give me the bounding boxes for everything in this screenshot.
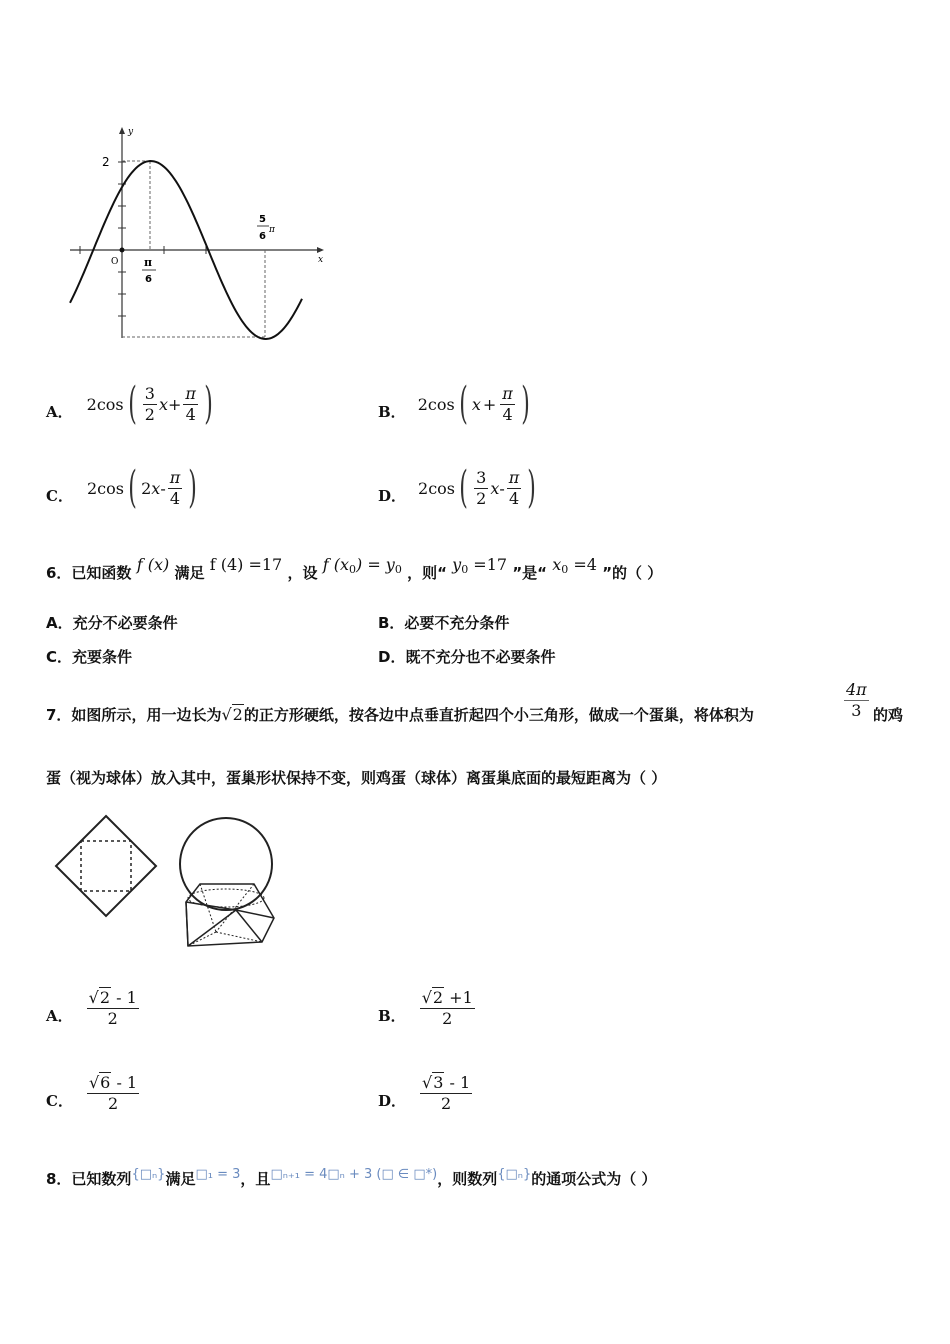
y-tick-label: 2 — [102, 155, 110, 169]
q6-option-a[interactable]: A．充分不必要条件 — [46, 614, 178, 632]
q7-volume-fraction: $\frac{4\pi}{3}$ — [846, 680, 867, 720]
q6-stem: 6．已知函数 f (x) 满足 f (4) =17 ，设 f $(x_0) = y_0$ ，则“ $y_0 =17$ ”是“ $x_0 =4$ ”的（ ） — [46, 555, 663, 582]
egg-sphere — [180, 818, 272, 910]
q7-stem-end: 的鸡 — [873, 706, 904, 724]
q7-option-b[interactable]: B． $\frac{√2 +1}{2}$ — [378, 988, 473, 1028]
q6-option-c[interactable]: C．充要条件 — [46, 648, 133, 666]
x-tick2-pi: π — [269, 225, 275, 235]
q5-option-d[interactable]: D． 2cos ( $\frac{3}{2}$ x - $\frac{\pi}{4}$ ) — [378, 462, 537, 513]
egg-nest-figure — [176, 814, 280, 954]
y-axis-arrow — [119, 127, 125, 134]
folded-square-figure — [52, 812, 160, 920]
origin-dot — [120, 248, 125, 253]
q5-option-a[interactable]: A． 2cos ( $\frac{3}{2}$ x + $\frac{\pi}{4}$ ) — [46, 378, 213, 429]
y-axis-label: y — [128, 127, 134, 137]
q7-option-d[interactable]: D． $\frac{√3 - 1}{2}$ — [378, 1073, 471, 1113]
q5-option-b[interactable]: B． 2cos ( x + $\frac{\pi}{4}$ ) — [378, 378, 530, 429]
q6-option-d[interactable]: D．既不充分也不必要条件 — [378, 648, 556, 666]
q7-stem-line2: 蛋（视为球体）放入其中，蛋巢形状保持不变，则鸡蛋（球体）离蛋巢底面的最短距离为（ ） — [46, 769, 667, 787]
x-axis-arrow — [317, 247, 324, 253]
x-tick1-num: π — [144, 256, 153, 269]
q7-option-c[interactable]: C． $\frac{√6 - 1}{2}$ — [46, 1073, 138, 1113]
x-tick1-den: 6 — [145, 274, 152, 285]
x-tick2-den: 6 — [259, 231, 266, 242]
cosine-graph — [66, 124, 331, 346]
q5-option-c[interactable]: C． 2cos ( 2 x - $\frac{\pi}{4}$ ) — [46, 462, 198, 513]
origin-label: O — [111, 257, 119, 267]
q7-stem-line1: 7．如图所示，用一边长为√2的正方形硬纸，按各边中点垂直折起四个小三角形，做成一个蛋巢，将体积为 — [46, 705, 754, 724]
x-tick2-num: 5 — [259, 214, 266, 225]
q7-option-a[interactable]: A． $\frac{√2 - 1}{2}$ — [46, 988, 137, 1028]
x-axis-label: x — [318, 255, 324, 265]
q6-option-b[interactable]: B．必要不充分条件 — [378, 614, 510, 632]
q8-stem: 8．已知数列{□ₙ}满足□₁ = 3，且□ₙ₊₁ = 4□ₙ + 3 (□ ∈ □*)，则数列{□ₙ}的通项公式为（ ） — [46, 1167, 657, 1188]
